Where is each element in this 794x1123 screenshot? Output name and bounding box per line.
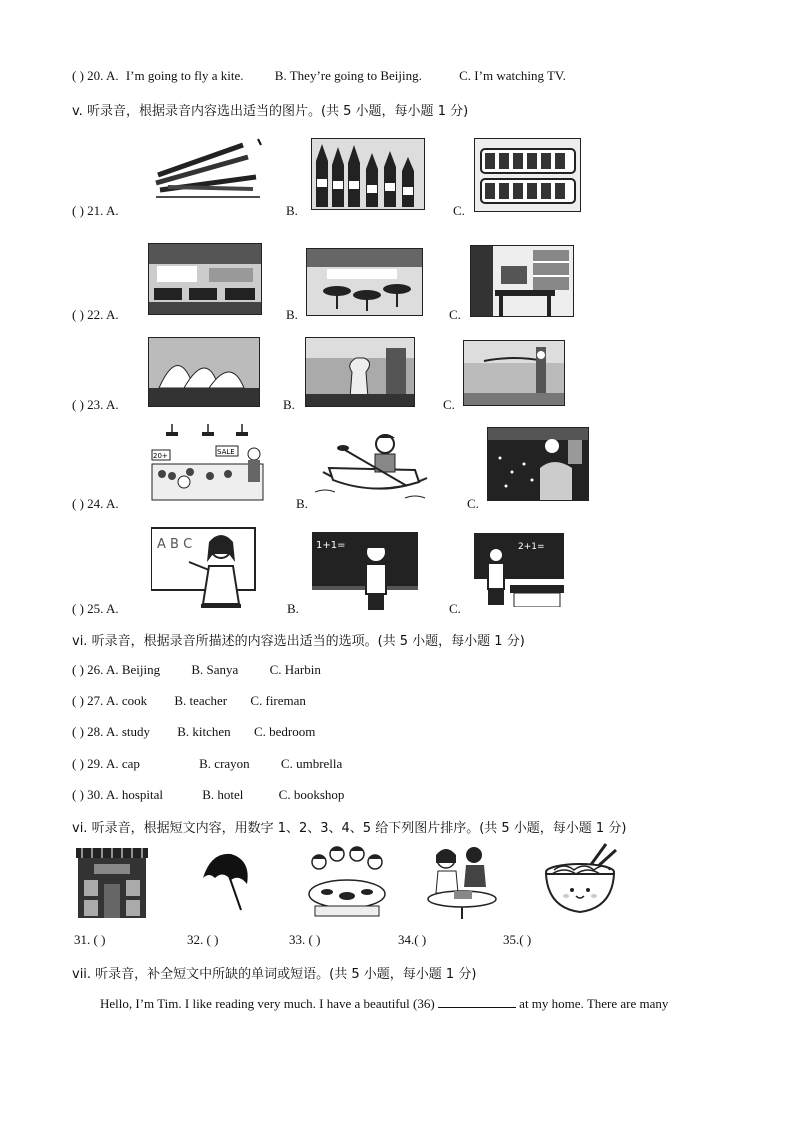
paint-palette-image [474, 138, 581, 212]
q26-option-b: B. Sanya [191, 662, 239, 677]
q23-option-c-label: C. [443, 397, 455, 412]
planetarium-image [487, 427, 589, 501]
q25-option-c-label: C. [449, 601, 461, 616]
family-dinner-icon [305, 842, 389, 918]
section-vii-title: vii. 听录音，补全短文中所缺的单词或短语。(共 5 小题，每小题 1 分) [72, 967, 477, 982]
question-22-number: ( ) 22. A. [72, 307, 119, 322]
q28-option-b: B. kitchen [177, 724, 231, 739]
section-v-title: v. 听录音，根据录音内容选出适当的图片。(共 5 小题，每小题 1 分) [72, 104, 469, 119]
q26-option-c: C. Harbin [269, 662, 321, 677]
question-28 [72, 724, 315, 740]
q22-option-b-label: B. [286, 307, 298, 322]
question-26 [72, 662, 321, 678]
section-order-title: vi. 听录音，根据短文内容，用数字 1、2、3、4、5 给下列图片排序。(共 5 小题，每小题 1 分) [72, 821, 627, 836]
question-30 [72, 787, 344, 803]
q25-option-b-label: B. [287, 601, 299, 616]
umbrella-icon [201, 850, 251, 914]
order-33-label: 33. ( ) [289, 932, 321, 947]
order-31-label: 31. ( ) [74, 932, 106, 947]
q24-option-b-label: B. [296, 496, 308, 511]
q24-option-c-label: C. [467, 496, 479, 511]
q20-option-a: I’m going to fly a kite. [125, 68, 244, 83]
science-teacher-image [474, 533, 564, 607]
question-29 [72, 756, 342, 772]
q27-number-a: ( ) 27. A. cook [72, 693, 148, 708]
q21-option-c-label: C. [453, 203, 465, 218]
crayons-image [311, 138, 425, 210]
pencils-image [148, 135, 263, 207]
doing-homework-icon [426, 843, 498, 919]
q22-option-c-label: C. [449, 307, 461, 322]
noodle-bowl-icon [544, 842, 620, 916]
q28-number-a: ( ) 28. A. study [72, 724, 150, 739]
q29-option-c: C. umbrella [280, 756, 343, 771]
bookshop-building-icon [74, 848, 150, 920]
q27-option-b: B. teacher [174, 693, 228, 708]
board-abc-text: A B C [157, 537, 193, 552]
passage-text-after: at my home. There are many [519, 996, 669, 1011]
passage-text-before: Hello, I’m Tim. I like reading very much. I have a beautiful (36) [100, 996, 435, 1011]
q29-option-b: B. crayon [199, 756, 250, 771]
order-35-label: 35.( ) [503, 932, 532, 947]
dining-room-image [306, 248, 423, 316]
question-23-number: ( ) 23. A. [72, 397, 119, 412]
q27-option-c: C. fireman [250, 693, 306, 708]
price-sign-text: 20+ [153, 452, 168, 460]
english-teacher-image [151, 526, 257, 610]
q30-number-a: ( ) 30. A. hospital [72, 787, 163, 802]
question-25-number: ( ) 25. A. [72, 601, 119, 616]
q21-option-b-label: B. [286, 203, 298, 218]
q26-number-a: ( ) 26. A. Beijing [72, 662, 161, 677]
supermarket-image [150, 424, 265, 504]
q23-option-b-label: B. [283, 397, 295, 412]
board-eq-text: 2+1= [518, 542, 545, 552]
math-teacher-image [312, 530, 420, 610]
section-vi-title: vi. 听录音，根据录音所描述的内容选出适当的选项。(共 5 小题，每小题 1 分) [72, 634, 525, 649]
passage-line [100, 995, 668, 1012]
sydney-opera-house-image [148, 337, 260, 407]
study-room-image [470, 245, 574, 317]
question-21-number: ( ) 21. A. [72, 203, 119, 218]
q30-option-c: C. bookshop [278, 787, 345, 802]
q20-option-c: C. I’m watching TV. [459, 68, 566, 83]
q29-number-a: ( ) 29. A. cap [72, 756, 140, 771]
q20-number: ( ) 20. A. [72, 68, 119, 83]
question-24-number: ( ) 24. A. [72, 496, 119, 511]
blank-36[interactable] [438, 995, 516, 1008]
q30-option-b: B. hotel [202, 787, 244, 802]
q28-option-c: C. bedroom [253, 724, 316, 739]
boat-rowing-image [315, 428, 433, 506]
order-32-label: 32. ( ) [187, 932, 219, 947]
question-20 [72, 68, 566, 84]
sale-sign-text: SALE [217, 448, 235, 456]
classroom-image [148, 243, 262, 315]
q20-option-b: B. They’re going to Beijing. [274, 68, 422, 83]
big-ben-image [463, 340, 565, 406]
order-34-label: 34.( ) [398, 932, 427, 947]
board-sum-text: 1+1= [316, 540, 346, 551]
question-27 [72, 693, 306, 709]
merlion-image [305, 337, 415, 407]
